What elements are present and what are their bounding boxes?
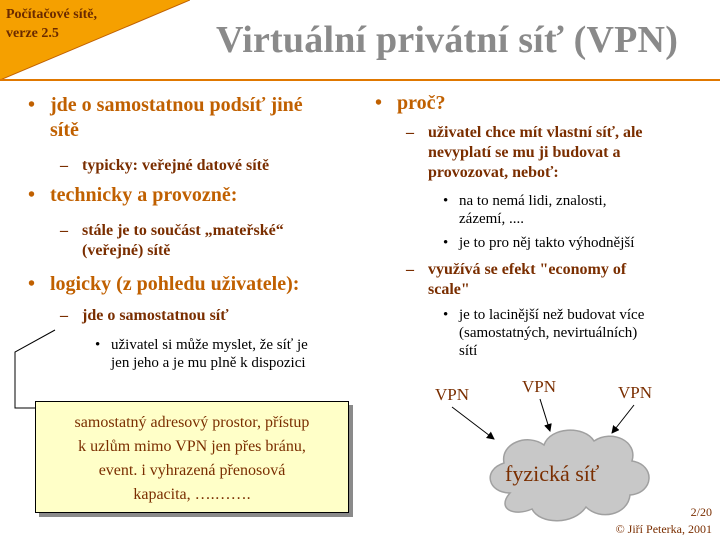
point-text-line2: zázemí, .... [459,211,524,227]
bullet-dot: • [375,92,383,114]
bullet-text-line1: jde o samostatnou podsíť jiné [50,94,303,116]
dash-marker: – [406,261,414,278]
subbullet-text-line3: provozovat, neboť: [428,164,559,181]
course-label [6,5,97,43]
title-rule [0,79,720,81]
dash-marker: – [60,307,68,324]
dash-marker: – [60,157,68,174]
point-text-line1: na to nemá lidi, znalosti, [459,193,607,209]
bullet-dot: • [443,235,449,251]
callout-box [35,401,349,513]
subbullet-text-line1: využívá se efekt "economy of [428,261,627,278]
arrow-right [612,405,634,433]
point-text-line2: (samostatných, nevirtuálních) [459,325,638,341]
subbullet-text-line1: stále je to součást „mateřské“ [82,222,284,239]
bullet-dot: • [28,273,36,295]
slide-title: Virtuální privátní síť (VPN) [216,19,679,61]
subbullet-text-line2: scale" [428,281,470,298]
bullet-technically [28,183,238,208]
point-more-advantageous [443,234,635,252]
callout-text [36,411,348,507]
bullet-dot: • [443,307,449,323]
subbullet-separate-network [60,306,229,326]
bullet-text: logicky (z pohledu uživatele): [50,273,300,295]
vpn-label-center: VPN [522,377,557,396]
dash-marker: – [60,222,68,239]
point-text-line3: sítí [459,343,478,359]
bullet-why [375,91,446,116]
subbullet-text: typicky: veřejné datové sítě [82,157,270,174]
bullet-text: proč? [397,92,446,114]
vpn-label-right: VPN [618,383,653,402]
subbullet-text-line1: uživatel chce mít vlastní síť, ale [428,124,643,141]
callout-line3: event. i vyhrazená přenosová [98,462,286,479]
subbullet-parent-network [60,221,284,261]
subbullet-public-networks [60,156,270,176]
cloud-label: fyzická síť [505,461,600,486]
bullet-dot: • [95,337,101,353]
point-user-perception [95,336,308,372]
point-text-line2: jen jeho a je mu plně k dispozici [111,355,306,371]
bullet-dot: • [443,193,449,209]
arrow-left [452,407,494,439]
vpn-label-left: VPN [435,385,470,404]
copyright: © Jiří Peterka, 2001 [615,522,712,536]
subbullet-economy-of-scale [406,260,627,300]
bullet-logically [28,272,300,297]
bullet-dot: • [28,184,36,206]
point-text: je to pro něj takto výhodnější [459,235,635,251]
callout-line2: k uzlům mimo VPN jen přes bránu, [78,438,306,455]
callout-line1: samostatný adresový prostor, přístup [74,414,310,431]
vpn-diagram [400,365,720,540]
bullet-separate-subnet [28,93,303,143]
point-no-people [443,192,607,228]
course-version: verze 2.5 [6,26,59,41]
point-text-line1: uživatel si může myslet, že síť je [111,337,308,353]
subbullet-own-network [406,123,643,183]
dash-marker: – [406,124,414,141]
course-name: Počítačové sítě, [6,7,97,22]
bullet-text-line2: sítě [50,119,79,141]
point-cheaper [443,306,645,360]
arrow-center [540,399,550,431]
bullet-text: technicky a provozně: [50,184,238,206]
bullet-dot: • [28,94,36,116]
page-number: 2/20 [690,505,712,519]
callout-line4: kapacita, ….……. [133,486,251,503]
subbullet-text-line2: (veřejné) sítě [82,242,171,259]
subbullet-text: jde o samostatnou síť [82,307,229,324]
point-text-line1: je to lacinější než budovat více [459,307,645,323]
subbullet-text-line2: nevyplatí se mu ji budovat a [428,144,621,161]
